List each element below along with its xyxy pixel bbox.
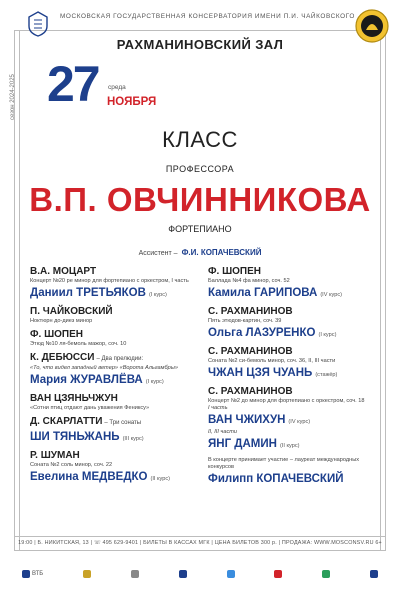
- sponsor-logo: [322, 570, 330, 578]
- program-item: [30, 352, 210, 389]
- assistant-label: Ассистент –: [138, 250, 178, 257]
- composer-note: – Три сонаты: [104, 420, 142, 426]
- program-right-column: [208, 266, 380, 490]
- movement-label: II, III части: [208, 429, 238, 435]
- performer-label: Даниил ТРЕТЬЯКОВ: [30, 287, 146, 299]
- header-rule: [14, 30, 386, 31]
- work-title: «То, что видел западный ветер» «Ворота Альгамбры»: [30, 365, 178, 371]
- program-item: [30, 266, 210, 302]
- program-left-column: [30, 266, 210, 490]
- program-item: [30, 450, 210, 486]
- sponsor-mark-icon: [22, 570, 30, 578]
- course-label: (I курс): [145, 379, 164, 385]
- sponsor-logo: [179, 570, 187, 578]
- performer-name: [208, 326, 380, 342]
- conservatory-name: МОСКОВСКАЯ ГОСУДАРСТВЕННАЯ КОНСЕРВАТОРИЯ ИМЕНИ П.И. ЧАЙКОВСКОГО: [60, 13, 355, 20]
- footer-rule-top: [14, 536, 386, 537]
- performer-name: [30, 470, 210, 486]
- instrument-label: ФОРТЕПИАНО: [168, 224, 232, 234]
- sponsor-mark-icon: [179, 570, 187, 578]
- sponsor-logo: [131, 570, 139, 578]
- sponsor-logo: [83, 570, 91, 578]
- program-item: [30, 306, 210, 325]
- composer-name: С. РАХМАНИНОВ: [208, 346, 293, 357]
- program-item: [208, 457, 380, 486]
- composer-name: Ф. ШОПЕН: [30, 329, 83, 340]
- performer-label: Евелина МЕДВЕДКО: [30, 471, 148, 483]
- performer-name: [30, 373, 210, 389]
- performer-name: [30, 430, 210, 446]
- performer-label: ЧЖАН ЦЗЯ ЧУАНЬ: [208, 367, 313, 379]
- performer-name: [208, 286, 380, 302]
- course-label: (II курс): [279, 443, 300, 449]
- course-label: (I курс): [318, 332, 337, 338]
- conservatory-emblem-icon: [26, 10, 50, 38]
- movement-label: I часть: [208, 405, 228, 411]
- composer-name: ВАН ЦЗЯНЬЧЖУН: [30, 393, 118, 404]
- composer-label: К. ДЕБЮССИ: [30, 352, 95, 363]
- work-title: Этюд №10 ля-бемоль мажор, соч. 10: [30, 341, 127, 347]
- work-title: Пять этюдов-картин, соч. 39: [208, 318, 282, 324]
- course-label: (I курс): [148, 292, 167, 298]
- composer-name: [30, 416, 210, 429]
- composer-label: Д. СКАРЛАТТИ: [30, 416, 103, 427]
- composer-name: Ф. ШОПЕН: [208, 266, 261, 277]
- composer-name: Р. ШУМАН: [30, 450, 80, 461]
- composer-note: – Два прелюдии:: [96, 356, 144, 362]
- assistant-line: [0, 248, 400, 257]
- frame-rule-right-inner: [380, 30, 381, 550]
- performer-label: ВАН ЧЖИХУН: [208, 414, 286, 426]
- course-label: (III курс): [122, 436, 144, 442]
- class-heading: КЛАСС: [162, 127, 238, 152]
- work-title: Соната №2 си-бемоль минор, соч. 36, II, III части: [208, 358, 336, 364]
- sponsor-name: ВТБ: [32, 571, 44, 577]
- work-title: «Сотни птиц отдают дань уважения Фениксу»: [30, 405, 150, 411]
- sponsor-mark-icon: [131, 570, 139, 578]
- course-label: (IV курс): [320, 292, 343, 298]
- program-item: [208, 306, 380, 342]
- performer-label: Ольга ЛАЗУРЕНКО: [208, 327, 316, 339]
- concert-month: НОЯБРЯ: [107, 96, 157, 108]
- work-title: Концерт №20 ре минор для фортепиано с оркестром, I часть: [30, 278, 189, 284]
- performer-label: ШИ ТЯНЬЖАНЬ: [30, 431, 120, 443]
- frame-rule-left-inner: [19, 30, 20, 550]
- program-item: [30, 393, 210, 412]
- course-label: (стажёр): [315, 372, 338, 378]
- sponsor-mark-icon: [370, 570, 378, 578]
- frame-rule-right-outer: [385, 30, 386, 550]
- work-title: Баллада №4 фа минор, соч. 52: [208, 278, 290, 284]
- season-side-text: сезон 2024-2025: [10, 74, 16, 120]
- teacher-name: В.П. ОВЧИННИКОВА: [29, 181, 371, 218]
- ticket-info: 19:00 | Б. НИКИТСКАЯ, 13 | ☏ 495 629-9401 | БИЛЕТЫ В КАССАХ МГК | ЦЕНА БИЛЕТОВ 300 р. | ПРОДАЖА: WWW.MOSCONSV.RU 6+: [18, 540, 382, 546]
- program-item: [208, 386, 380, 453]
- composer-name: В.А. МОЦАРТ: [30, 266, 97, 277]
- professor-label: ПРОФЕССОРА: [165, 164, 235, 174]
- composer-name: С. РАХМАНИНОВ: [208, 386, 293, 397]
- sponsor-mark-icon: [83, 570, 91, 578]
- composer-name: С. РАХМАНИНОВ: [208, 306, 293, 317]
- hall-name: РАХМАНИНОВСКИЙ ЗАЛ: [116, 37, 284, 52]
- guest-note: В концерте принимает участие – лауреат международных конкурсов: [208, 457, 360, 470]
- sponsor-logo: [227, 570, 235, 578]
- sponsor-mark-icon: [322, 570, 330, 578]
- work-title: Соната №2 соль минор, соч. 22: [30, 462, 113, 468]
- guest-performer: Филипп КОПАЧЕВСКИЙ: [208, 473, 344, 485]
- performer-name: [208, 366, 380, 382]
- program-item: [208, 346, 380, 382]
- performer-name: [30, 286, 210, 302]
- sponsor-logos: [22, 559, 378, 589]
- sponsor-mark-icon: [274, 570, 282, 578]
- work-title: Ноктюрн до-диез минор: [30, 318, 93, 324]
- composer-name: П. ЧАЙКОВСКИЙ: [30, 306, 113, 317]
- program-item: [208, 266, 380, 302]
- performer-name: [208, 413, 380, 429]
- sponsor-mark-icon: [227, 570, 235, 578]
- course-label: (II курс): [150, 476, 171, 482]
- concert-weekday: среда: [108, 84, 126, 91]
- program-item: [30, 416, 210, 446]
- concert-day: 27: [47, 56, 99, 112]
- assistant-name: Ф.И. КОПАЧЕВСКИЙ: [181, 248, 262, 257]
- sponsor-logo: [22, 570, 43, 578]
- sponsor-logo: [370, 570, 378, 578]
- performer-label: ЯНГ ДАМИН: [208, 438, 277, 450]
- course-label: (IV курс): [288, 419, 311, 425]
- program-item: [30, 329, 210, 348]
- composer-name: [30, 352, 210, 365]
- footer-rule-bottom: [14, 550, 386, 551]
- performer-name: [208, 437, 380, 453]
- work-title: Концерт №2 до минор для фортепиано с оркестром, соч. 18: [208, 398, 365, 404]
- performer-label: Мария ЖУРАВЛЁВА: [30, 374, 143, 386]
- sponsor-logo: [274, 570, 282, 578]
- performer-label: Камила ГАРИПОВА: [208, 287, 318, 299]
